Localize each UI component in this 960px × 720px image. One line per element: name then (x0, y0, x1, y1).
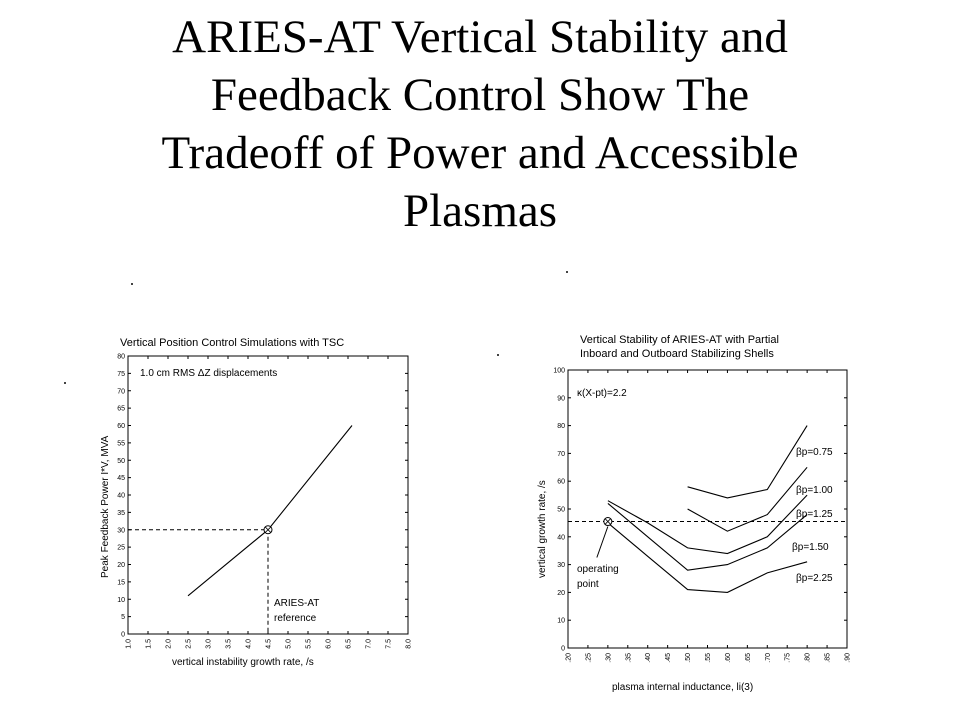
x-tick-label: .85 (824, 653, 832, 663)
right-y-axis-label: vertical growth rate, /s (537, 480, 548, 578)
x-tick-label: 7.0 (365, 639, 373, 649)
y-tick-label: 0 (561, 645, 565, 653)
y-tick-label: 70 (557, 450, 565, 458)
y-tick-label: 15 (117, 579, 125, 587)
right-annotation-operating-line2: point (577, 579, 599, 590)
y-tick-label: 10 (117, 596, 125, 604)
left-chart (100, 337, 413, 668)
left-annotation-displacement: 1.0 cm RMS ΔZ displacements (140, 368, 278, 379)
operating-point-leader (597, 527, 608, 558)
y-tick-label: 65 (117, 405, 125, 413)
series-line (608, 495, 807, 553)
y-tick-label: 10 (557, 617, 565, 625)
x-tick-label: 4.0 (245, 639, 253, 649)
left-chart-title: Vertical Position Control Simulations with TSC (120, 337, 345, 349)
y-tick-label: 40 (117, 492, 125, 500)
y-tick-label: 0 (121, 631, 125, 639)
y-tick-label: 40 (557, 534, 565, 542)
series-line (608, 523, 807, 593)
left-x-axis-label: vertical instability growth rate, /s (172, 657, 314, 668)
x-tick-label: .35 (625, 653, 633, 663)
right-chart-title-line1: Vertical Stability of ARIES-AT with Partial (580, 334, 779, 346)
series-line (608, 503, 807, 570)
y-tick-label: 30 (117, 527, 125, 535)
x-tick-label: 7.5 (385, 639, 393, 649)
x-tick-label: .30 (605, 653, 613, 663)
x-tick-label: .50 (685, 653, 693, 663)
left-y-ticks (117, 354, 408, 639)
y-tick-label: 50 (557, 506, 565, 514)
right-annotation-kappa: κ(X-pt)=2.2 (577, 388, 627, 399)
left-x-ticks (126, 356, 413, 649)
y-tick-label: 60 (557, 478, 565, 486)
x-tick-label: .80 (804, 653, 812, 663)
left-plot-frame (128, 356, 408, 634)
x-tick-label: 5.0 (285, 639, 293, 649)
series-legend-label: βp=1.00 (796, 485, 833, 496)
y-tick-label: 80 (117, 353, 125, 361)
x-tick-label: 1.0 (125, 639, 133, 649)
x-tick-label: .40 (645, 653, 653, 663)
x-tick-label: .20 (565, 653, 573, 663)
y-tick-label: 90 (557, 395, 565, 403)
x-tick-label: 8.0 (405, 639, 413, 649)
y-tick-label: 100 (553, 367, 565, 375)
title-line: Tradeoff of Power and Accessible (161, 127, 799, 179)
left-y-axis-label: Peak Feedback Power I*V, MVA (100, 435, 111, 578)
series-legend-label: βp=2.25 (796, 573, 833, 584)
series-legend-label: βp=0.75 (796, 447, 833, 458)
x-tick-label: .65 (744, 653, 752, 663)
x-tick-label: .90 (844, 653, 852, 663)
y-tick-label: 55 (117, 440, 125, 448)
x-tick-label: .70 (764, 653, 772, 663)
y-tick-label: 20 (117, 562, 125, 569)
x-tick-label: 2.0 (165, 639, 173, 649)
left-annotation-reference: ARIES-AT (274, 598, 320, 609)
x-tick-label: 3.5 (225, 639, 233, 649)
y-tick-label: 25 (117, 544, 125, 552)
y-tick-label: 60 (117, 423, 125, 430)
x-tick-label: 4.5 (265, 639, 273, 649)
x-tick-label: 1.5 (145, 639, 153, 649)
x-tick-label: 6.5 (345, 639, 353, 649)
x-tick-label: 6.0 (325, 639, 333, 649)
title-line: Plasmas (402, 185, 558, 237)
y-tick-label: 20 (557, 589, 565, 597)
x-tick-label: 5.5 (305, 639, 313, 649)
x-tick-label: 2.5 (185, 639, 193, 649)
x-tick-label: 3.0 (205, 639, 213, 649)
right-annotation-operating: operating (577, 564, 619, 575)
y-tick-label: 80 (557, 423, 565, 431)
series-legend-label: βp=1.25 (796, 509, 833, 520)
x-tick-label: .55 (705, 653, 712, 663)
series-line (688, 467, 808, 531)
y-tick-label: 75 (117, 370, 125, 378)
right-chart-title-line2: Inboard and Outboard Stabilizing Shells (580, 348, 774, 360)
x-tick-label: .25 (585, 653, 593, 663)
series-line (688, 426, 808, 498)
x-tick-label: .45 (665, 653, 673, 663)
series-legend-label: βp=1.50 (792, 542, 829, 553)
right-chart (537, 334, 852, 693)
series-line (188, 426, 352, 596)
y-tick-label: 35 (117, 509, 125, 517)
y-tick-label: 30 (557, 562, 565, 570)
right-x-axis-label: plasma internal inductance, li(3) (612, 682, 754, 693)
title-line: Feedback Control Show The (210, 69, 750, 121)
x-tick-label: .75 (784, 653, 792, 663)
y-tick-label: 70 (117, 388, 125, 396)
y-tick-label: 45 (117, 475, 125, 483)
title-line: ARIES-AT Vertical Stability and (172, 11, 788, 63)
y-tick-label: 5 (121, 614, 125, 622)
x-tick-label: .60 (724, 653, 732, 663)
y-tick-label: 50 (117, 457, 125, 465)
left-annotation-reference-line2: reference (274, 613, 317, 624)
